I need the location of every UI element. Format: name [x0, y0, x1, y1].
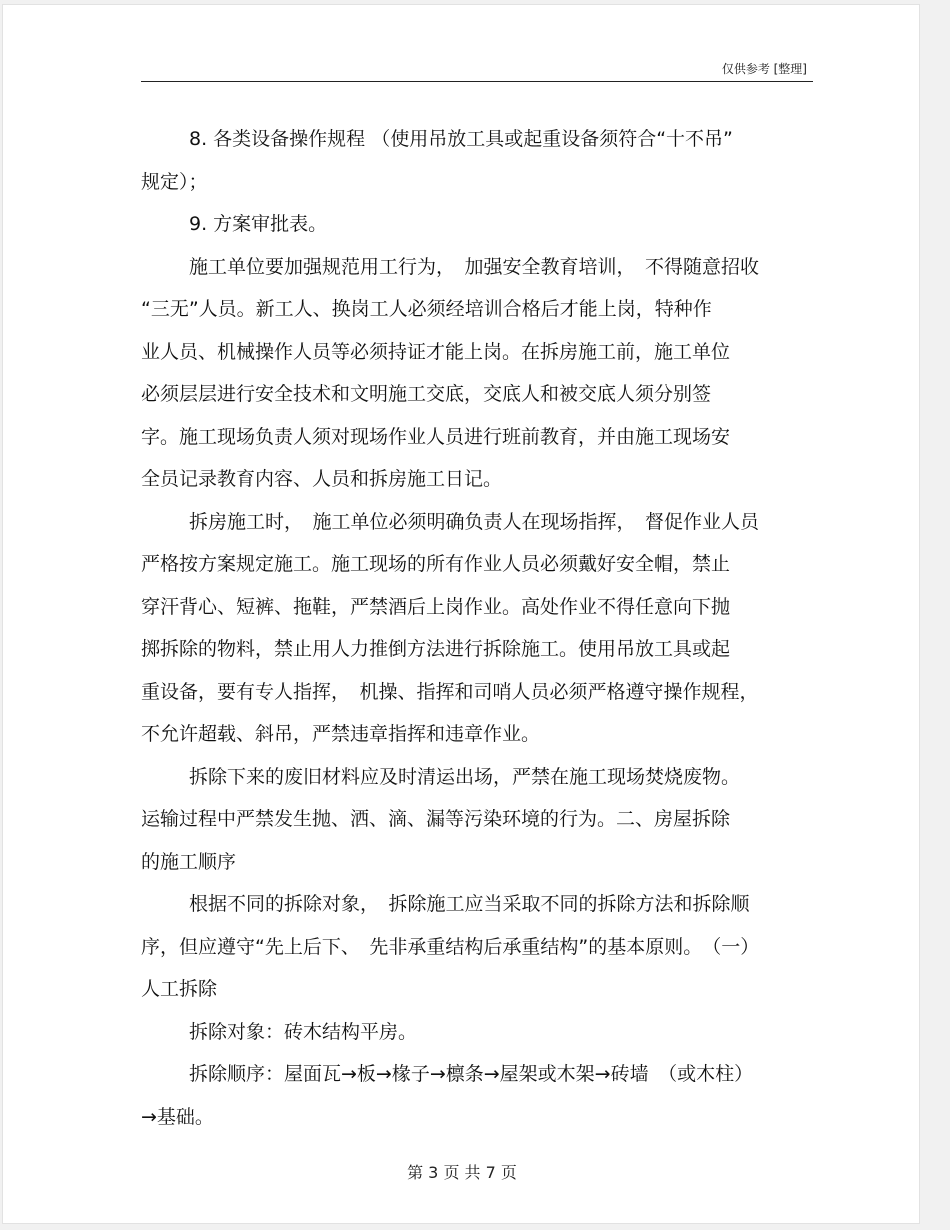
text-line: 字。施工现场负责人须对现场作业人员进行班前教育，并由施工现场安	[141, 425, 731, 448]
header-note: 仅供参考 [整理]	[721, 62, 807, 76]
document-page	[2, 4, 920, 1224]
text-line: 的施工顺序	[141, 850, 237, 873]
text-line: 人工拆除	[141, 978, 218, 1000]
text-line: 序，但应遵守“先上后下、 先非承重结构后承重结构”的基本原则。 （一）	[141, 935, 760, 958]
text-line: →基础。	[141, 1105, 214, 1128]
text-line: 全员记录教育内容、人员和拆房施工日记。	[141, 468, 503, 490]
text-line: 拆房施工时， 施工单位必须明确负责人在现场指挥， 督促作业人员	[189, 510, 760, 533]
text-line: 拆除对象：砖木结构平房。	[189, 1020, 418, 1043]
text-line: 运输过程中严禁发生抛、洒、滴、漏等污染环境的行为。二、房屋拆除	[141, 808, 731, 830]
page-number: 第 3 页 共 7 页	[407, 1163, 517, 1182]
text-line: 必须层层进行安全技术和文明施工交底，交底人和被交底人须分别签	[141, 383, 712, 405]
text-line: 严格按方案规定施工。施工现场的所有作业人员必须戴好安全帽，禁止	[141, 553, 731, 575]
text-line: “三无”人员。新工人、换岗工人必须经培训合格后才能上岗，特种作	[141, 298, 712, 320]
text-line: 拆除下来的废旧材料应及时清运出场，严禁在施工现场焚烧废物。	[189, 765, 741, 788]
text-line: 重设备，要有专人指挥， 机操、指挥和司哨人员必须严格遵守操作规程，	[141, 680, 759, 703]
text-line: 掷拆除的物料，禁止用人力推倒方法进行拆除施工。使用吊放工具或起	[141, 638, 731, 660]
text-line: 8. 各类设备操作规程 （使用吊放工具或起重设备须符合“十不吊”	[189, 128, 733, 150]
text-line: 不允许超载、斜吊，严禁违章指挥和违章作业。	[141, 723, 541, 745]
text-line: 拆除顺序：屋面瓦→板→椽子→檩条→屋架或木架→砖墙 （或木柱）	[189, 1063, 754, 1085]
text-line: 施工单位要加强规范用工行为， 加强安全教育培训， 不得随意招收	[189, 255, 760, 278]
text-line: 穿汗背心、短裤、拖鞋，严禁酒后上岗作业。高处作业不得任意向下抛	[141, 595, 731, 618]
text-line: 规定）；	[141, 170, 208, 193]
text-line: 业人员、机械操作人员等必须持证才能上岗。在拆房施工前，施工单位	[141, 340, 731, 363]
text-line: 9. 方案审批表。	[189, 213, 328, 235]
header-rule	[141, 81, 813, 82]
body-text	[141, 118, 821, 1138]
text-line: 根据不同的拆除对象， 拆除施工应当采取不同的拆除方法和拆除顺	[189, 893, 750, 915]
